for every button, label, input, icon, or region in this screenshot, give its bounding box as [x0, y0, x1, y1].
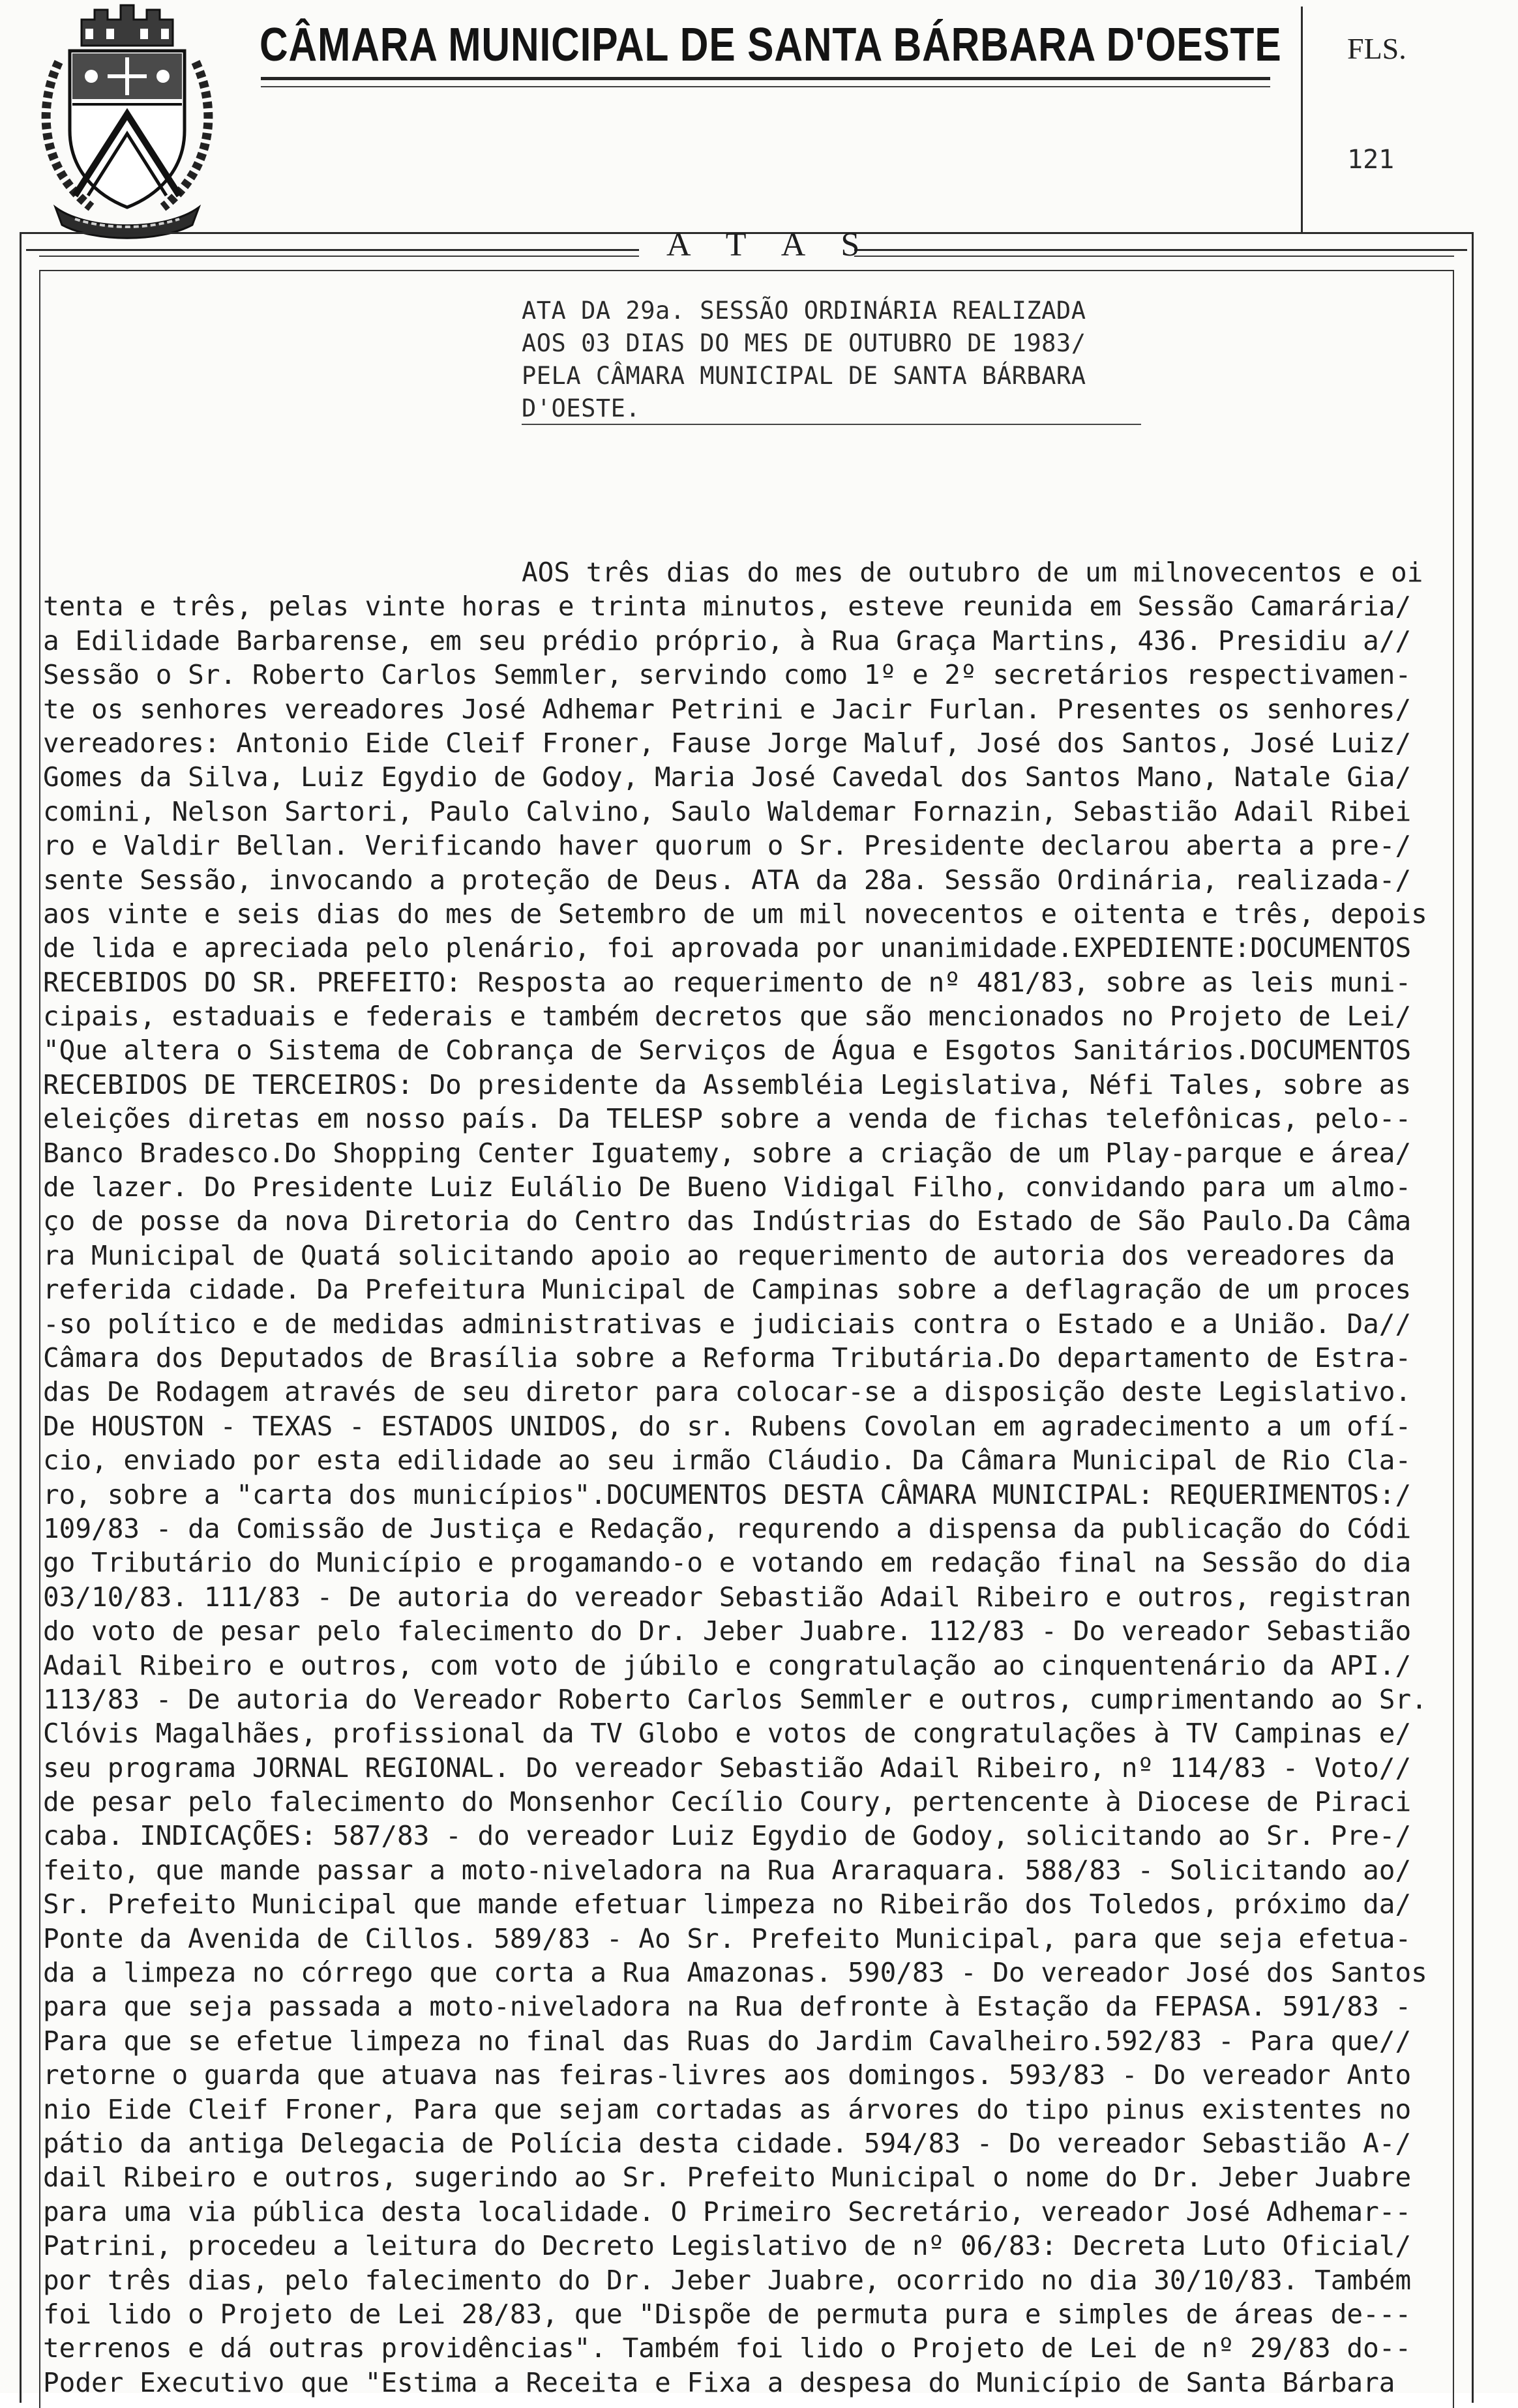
body-line: dail Ribeiro e outros, sugerindo ao Sr. Prefeito Municipal o nome do Dr. Jeber Juabre [43, 2162, 1412, 2194]
body-line: go Tributário do Município e progamando-o e votando em redação final na Sessão do dia [43, 1547, 1412, 1579]
body-line: Poder Executivo que "Estima a Receita e Fixa a despesa do Município de Santa Bárbara [43, 2366, 1395, 2398]
body-line: Gomes da Silva, Luiz Egydio de Godoy, Maria José Cavedal dos Santos Mano, Natale Gia/ [43, 761, 1412, 793]
body-line: "Que altera o Sistema de Cobrança de Serviços de Água e Esgotos Sanitários.DOCUMENTOS [43, 1035, 1412, 1066]
section-rule-right [854, 249, 1467, 251]
body-line: AOS três dias do mes de outubro de um milnovecentos e oi [522, 557, 1423, 588]
body-line: Câmara dos Deputados de Brasília sobre a Reforma Tributária.Do departamento de Estra- [43, 1342, 1412, 1373]
chamber-name-title: CÂMARA MUNICIPAL DE SANTA BÁRBARA D'OESTE [260, 19, 1282, 71]
body-line: Para que se efetue limpeza no final das Ruas do Jardim Cavalheiro.592/83 - Para que// [43, 2025, 1412, 2057]
body-line: de pesar pelo falecimento do Monsenhor Cecílio Coury, pertencente à Diocese de Piraci [43, 1786, 1412, 1818]
minutes-heading [522, 295, 1148, 425]
body-line: vereadores: Antonio Eide Cleif Froner, Fause Jorge Maluf, José dos Santos, José Luiz/ [43, 727, 1412, 759]
body-line: para uma via pública desta localidade. O Primeiro Secretário, vereador José Adhemar-- [43, 2195, 1412, 2227]
body-line: nio Eide Cleif Froner, Para que sejam cortadas as árvores do tipo pinus existentes no [43, 2093, 1412, 2125]
body-line: a Edilidade Barbarense, em seu prédio próprio, à Rua Graça Martins, 436. Presidiu a// [43, 624, 1412, 656]
heading-line: AOS 03 DIAS DO MES DE OUTUBRO DE 1983/ [522, 329, 1086, 357]
section-rule-right-thin [854, 256, 1454, 257]
body-line: ço de posse da nova Diretoria do Centro das Indústrias do Estado de São Paulo.Da Câma [43, 1205, 1412, 1237]
body-line: comini, Nelson Sartori, Paulo Calvino, Saulo Waldemar Fornazin, Sebastião Adail Ribei [43, 795, 1412, 827]
body-line: foi lido o Projeto de Lei 28/83, que "Dispõe de permuta pura e simples de áreas de--- [43, 2298, 1412, 2330]
heading-line: PELA CÂMARA MUNICIPAL DE SANTA BÁRBARA [522, 362, 1086, 390]
body-line: Ponte da Avenida de Cillos. 589/83 - Ao Sr. Prefeito Municipal, para que seja efetua- [43, 1922, 1412, 1954]
section-rule-left [26, 249, 639, 251]
body-line: caba. INDICAÇÕES: 587/83 - do vereador Luiz Egydio de Godoy, solicitando ao Sr. Pre-/ [43, 1820, 1412, 1852]
body-line: para que seja passada a moto-niveladora na Rua defronte à Estação da FEPASA. 591/83 - [43, 1991, 1412, 2023]
body-line: tenta e três, pelas vinte horas e trinta minutos, esteve reunida em Sessão Camarária/ [43, 591, 1412, 623]
body-line: referida cidade. Da Prefeitura Municipal de Campinas sobre a deflagração de um proces [43, 1274, 1412, 1306]
body-line: 03/10/83. 111/83 - De autoria do vereador Sebastião Adail Ribeiro e outros, registran [43, 1581, 1412, 1613]
folio-label: FLS. [1347, 32, 1406, 65]
heading-underline [522, 424, 1141, 425]
body-line: -so político e de medidas administrativas e judiciais contra o Estado e a União. Da// [43, 1308, 1412, 1340]
title-underline-thin [261, 86, 1270, 87]
section-rule-left-thin [39, 256, 639, 257]
heading-line: D'OESTE. [522, 394, 641, 422]
body-line: feito, que mande passar a moto-niveladora na Rua Araraquara. 588/83 - Solicitando ao/ [43, 1854, 1412, 1886]
body-line: da a limpeza no córrego que corta a Rua Amazonas. 590/83 - Do vereador José dos Santos [43, 1957, 1427, 1989]
body-line: de lida e apreciada pelo plenário, foi aprovada por unanimidade.EXPEDIENTE:DOCUMENTOS [43, 932, 1412, 964]
heading-line: ATA DA 29a. SESSÃO ORDINÁRIA REALIZADA [522, 297, 1086, 325]
folio-column-divider [1301, 7, 1303, 233]
body-line: sente Sessão, invocando a proteção de Deus. ATA da 28a. Sessão Ordinária, realizada-/ [43, 864, 1412, 896]
section-title: A T A S [666, 226, 874, 263]
body-line: retorne o guarda que atuava nas feiras-livres aos domingos. 593/83 - Do vereador Anto [43, 2059, 1412, 2091]
body-line: te os senhores vereadores José Adhemar Petrini e Jacir Furlan. Presentes os senhores/ [43, 693, 1412, 725]
body-line: eleições diretas em nosso país. Da TELESP sobre a venda de fichas telefônicas, pelo-- [43, 1103, 1412, 1135]
body-line: de lazer. Do Presidente Luiz Eulálio De Bueno Vidigal Filho, convidando para um almo- [43, 1171, 1412, 1203]
body-line: RECEBIDOS DO SR. PREFEITO: Resposta ao requerimento de nº 481/83, sobre as leis muni- [43, 966, 1412, 998]
body-line: Banco Bradesco.Do Shopping Center Iguatemy, sobre a criação de um Play-parque e área/ [43, 1137, 1412, 1169]
body-line: 113/83 - De autoria do Vereador Roberto Carlos Semmler e outros, cumprimentando ao Sr. [43, 1683, 1427, 1715]
body-line: cipais, estaduais e federais e também decretos que são mencionados no Projeto de Lei/ [43, 1001, 1412, 1033]
body-line: Sessão o Sr. Roberto Carlos Semmler, servindo como 1º e 2º secretários respectivamen- [43, 659, 1412, 691]
body-line: por três dias, pelo falecimento do Dr. Jeber Juabre, ocorrido no dia 30/10/83. Também [43, 2264, 1412, 2296]
body-line: pátio da antiga Delegacia de Polícia desta cidade. 594/83 - Do vereador Sebastião A-/ [43, 2127, 1412, 2159]
body-line: terrenos e dá outras providências". Também foi lido o Projeto de Lei de nº 29/83 do-- [43, 2332, 1412, 2364]
body-line: ro, sobre a "carta dos municípios".DOCUMENTOS DESTA CÂMARA MUNICIPAL: REQUERIMENTOS:/ [43, 1478, 1412, 1510]
folio-number: 121 [1347, 145, 1395, 175]
body-line: Patrini, procedeu a leitura do Decreto Legislativo de nº 06/83: Decreta Luto Oficial/ [43, 2230, 1412, 2262]
body-line: Adail Ribeiro e outros, com voto de júbilo e congratulação ao cinquentenário da API./ [43, 1649, 1412, 1681]
body-line: Sr. Prefeito Municipal que mande efetuar limpeza no Ribeirão dos Toledos, próximo da/ [43, 1888, 1412, 1920]
body-line: das De Rodagem através de seu diretor para colocar-se a disposição deste Legislativo. [43, 1376, 1412, 1408]
body-line: ro e Valdir Bellan. Verificando haver quorum o Sr. Presidente declarou aberta a pre-/ [43, 830, 1412, 862]
body-line: seu programa JORNAL REGIONAL. Do vereador Sebastião Adail Ribeiro, nº 114/83 - Voto// [43, 1752, 1412, 1784]
body-line: aos vinte e seis dias do mes de Setembro de um mil novecentos e oitenta e três, depois [43, 898, 1427, 930]
body-line: Clóvis Magalhães, profissional da TV Globo e votos de congratulações à TV Campinas e/ [43, 1718, 1412, 1750]
body-line: RECEBIDOS DE TERCEIROS: Do presidente da Assembléia Legislativa, Néfi Tales, sobre as [43, 1068, 1412, 1100]
title-underline [261, 77, 1270, 80]
minutes-body-text [43, 555, 1445, 2400]
body-line: do voto de pesar pelo falecimento do Dr. Jeber Juabre. 112/83 - Do vereador Sebastião [43, 1615, 1412, 1647]
municipal-coat-of-arms-icon [29, 0, 225, 241]
body-line: cio, enviado por esta edilidade ao seu irmão Cláudio. Da Câmara Municipal de Rio Cla- [43, 1445, 1412, 1476]
body-line: 109/83 - da Comissão de Justiça e Redação, requrendo a dispensa da publicação do Códi [43, 1512, 1412, 1544]
body-line: ra Municipal de Quatá solicitando apoio ao requerimento de autoria dos vereadores da [43, 1239, 1395, 1271]
body-line: De HOUSTON - TEXAS - ESTADOS UNIDOS, do sr. Rubens Covolan em agradecimento a um ofí- [43, 1410, 1412, 1442]
